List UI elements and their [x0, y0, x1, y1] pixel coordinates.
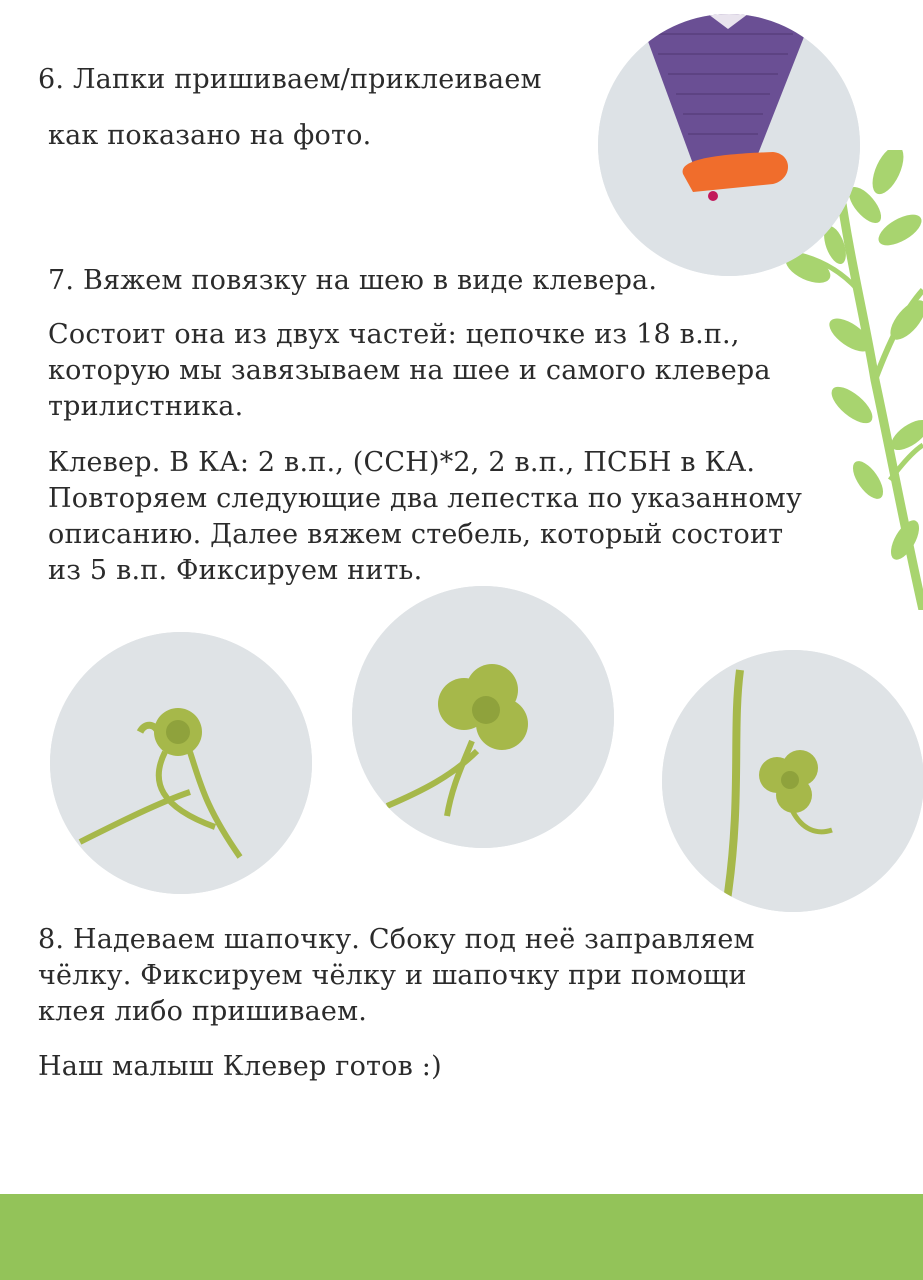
step8-line3: клея либо пришиваем.: [38, 996, 368, 1027]
step8-final: Наш малыш Клевер готов :): [38, 1051, 442, 1082]
step6-line2: как показано на фото.: [48, 120, 372, 151]
step7-para1-line3: трилистника.: [48, 391, 244, 422]
step7-para2-line4: из 5 в.п. Фиксируем нить.: [48, 555, 423, 586]
step7-para1-line1: Состоит она из двух частей: цепочке из 18 в.п.,: [48, 319, 740, 350]
clover-photo-2: [352, 586, 614, 848]
paw-photo: [598, 14, 860, 276]
step6-line1: 6. Лапки пришиваем/приклеиваем: [38, 64, 542, 95]
step8-line2: чёлку. Фиксируем чёлку и шапочку при помощи: [38, 960, 747, 991]
step7-title: 7. Вяжем повязку на шею в виде клевера.: [48, 265, 658, 296]
step7-para2-line3: описанию. Далее вяжем стебель, который состоит: [48, 519, 784, 550]
footer-bar: [0, 1194, 923, 1280]
step7-para1-line2: которую мы завязываем на шее и самого клевера: [48, 355, 771, 386]
step7-para2-line1: Клевер. В КА: 2 в.п., (ССН)*2, 2 в.п., ПСБН в КА.: [48, 447, 756, 478]
clover-photo-3: [662, 650, 923, 912]
step7-para2-line2: Повторяем следующие два лепестка по указанному: [48, 483, 803, 514]
clover-photo-1: [50, 632, 312, 894]
step8-line1: 8. Надеваем шапочку. Сбоку под неё заправляем: [38, 924, 755, 955]
